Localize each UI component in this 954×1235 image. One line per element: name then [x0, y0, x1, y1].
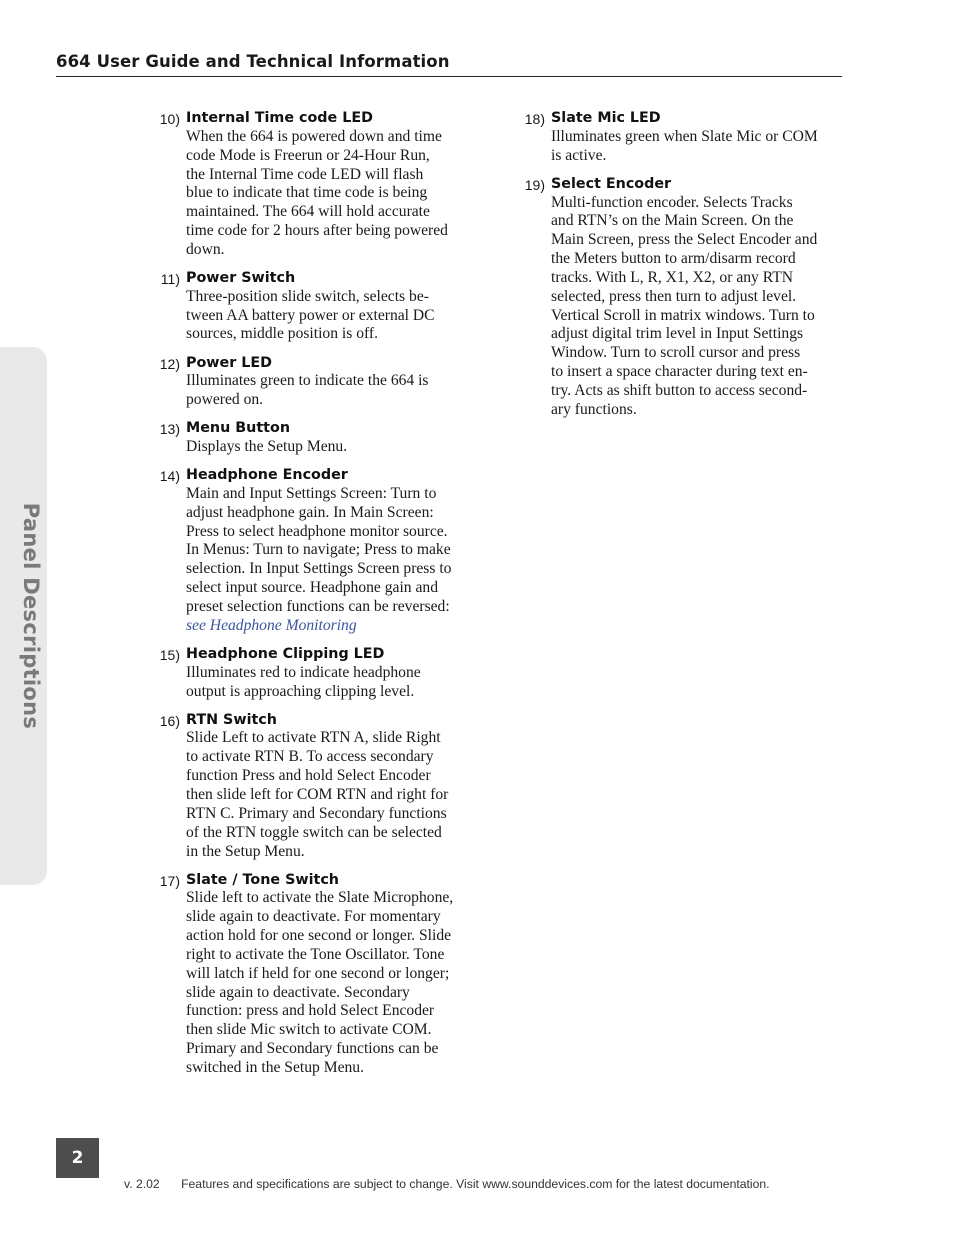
item-description-line: Main Screen, press the Select Encoder and — [551, 231, 818, 249]
item-title: Menu Button — [186, 420, 291, 437]
list-item — [152, 269, 482, 344]
item-number: 16) — [159, 712, 180, 729]
item-title: Power LED — [186, 354, 272, 371]
item-description-line: blue to indicate that time code is being — [186, 184, 428, 202]
item-description-line: then slide left for COM RTN and right for — [186, 785, 449, 803]
item-title: RTN Switch — [186, 711, 277, 728]
item-description-line: try. Acts as shift button to access second- — [551, 382, 808, 399]
item-title: Select Encoder — [551, 175, 672, 192]
item-description-line: right to activate the Tone Oscillator. Tone — [186, 945, 445, 963]
item-description-line: function Press and hold Select Encoder — [186, 767, 431, 785]
document-header-title: 664 User Guide and Technical Information — [56, 52, 450, 71]
item-description-line: adjust digital trim level in Input Settings — [551, 325, 804, 343]
item-number: 19) — [524, 176, 545, 193]
item-description-line: tracks. With L, R, X1, X2, or any RTN — [551, 268, 793, 286]
list-item — [152, 109, 482, 260]
item-description-line: Displays the Setup Menu. — [186, 438, 348, 456]
footer-version: v. 2.02 — [124, 1177, 160, 1191]
item-number: 11) — [160, 270, 180, 287]
item-title: Headphone Encoder — [186, 467, 348, 484]
item-description-line: will latch if held for one second or longer; — [186, 964, 450, 982]
list-item — [152, 645, 482, 702]
item-description-line: Main and Input Settings Screen: Turn to — [186, 484, 437, 502]
item-number: 14) — [159, 468, 180, 485]
list-item — [152, 466, 482, 636]
right-column — [517, 109, 849, 429]
item-description-line: the Meters button to arm/disarm record — [551, 250, 796, 268]
item-description-line: When the 664 is powered down and time — [186, 127, 442, 145]
list-item — [152, 354, 482, 411]
item-description-line: output is approaching clipping level. — [186, 682, 415, 700]
item-description-line: slide again to deactivate. Secondary — [186, 983, 410, 1001]
item-description-line: Multi-function encoder. Selects Tracks — [551, 193, 793, 211]
item-number: 13) — [159, 421, 180, 438]
item-number: 18) — [524, 111, 545, 127]
list-item — [152, 871, 482, 1078]
item-description-line: to insert a space character during text en- — [551, 363, 808, 381]
item-description-line: Illuminates green when Slate Mic or COM — [551, 127, 818, 145]
item-description-line: ary functions. — [551, 400, 637, 418]
item-description-line: time code for 2 hours after being powered — [186, 222, 448, 240]
item-description-line: RTN C. Primary and Secondary functions — [186, 804, 447, 822]
item-description-line: the Internal Time code LED will flash — [186, 165, 424, 183]
footer-notice: Features and specifications are subject to change. Visit www.sounddevices.com for the latest documentation. — [181, 1177, 770, 1191]
item-title: Headphone Clipping LED — [186, 645, 385, 662]
item-description-line: adjust headphone gain. In Main Screen: — [186, 503, 434, 521]
item-title: Power Switch — [186, 269, 296, 286]
item-description-line: Vertical Scroll in matrix windows. Turn to — [551, 306, 815, 324]
item-description-line: Illuminates red to indicate headphone — [186, 663, 421, 681]
item-description-line: sources, middle position is off. — [186, 325, 379, 343]
item-description-line: preset selection functions can be reversed: — [186, 598, 450, 615]
item-description-line: Slide Left to activate RTN A, slide Right — [186, 729, 441, 747]
item-description-line: Slide left to activate the Slate Microphone, — [186, 889, 454, 907]
item-description-line: Illuminates green to indicate the 664 is — [186, 372, 429, 390]
item-description-line: Three-position slide switch, selects be- — [186, 287, 429, 305]
item-description-line: to activate RTN B. To access secondary — [186, 748, 434, 766]
item-description-line: maintained. The 664 will hold accurate — [186, 203, 430, 221]
item-description-line: code Mode is Freerun or 24-Hour Run, — [186, 146, 430, 164]
list-item — [517, 175, 849, 420]
header-divider — [56, 76, 842, 77]
item-description-line: Primary and Secondary functions can be — [186, 1040, 439, 1058]
item-description-line: Window. Turn to scroll cursor and press — [551, 344, 801, 362]
item-description-line: select input source. Headphone gain and — [186, 579, 439, 597]
list-item — [152, 419, 482, 457]
item-description-line: action hold for one second or longer. Slide — [186, 927, 452, 945]
item-number: 15) — [159, 646, 180, 663]
item-description-line: and RTN’s on the Main Screen. On the — [551, 212, 794, 230]
footer — [124, 1177, 770, 1191]
item-title: Slate Mic LED — [551, 110, 661, 126]
item-description-line: of the RTN toggle switch can be selected — [186, 823, 442, 841]
section-side-tab-label: Panel Descriptions — [19, 502, 43, 730]
page-number: 2 — [56, 1138, 99, 1178]
item-description-line: selected, press then turn to adjust level. — [551, 287, 797, 305]
list-item — [517, 109, 849, 166]
item-number: 12) — [159, 355, 180, 372]
item-description-line: slide again to deactivate. For momentary — [186, 908, 441, 926]
cross-reference-link[interactable]: see Headphone Monitoring — [186, 616, 357, 634]
item-number: 17) — [159, 872, 180, 889]
item-description-line: is active. — [551, 146, 607, 164]
item-description-line: then slide Mic switch to activate COM. — [186, 1021, 432, 1039]
item-description-line: Press to select headphone monitor source. — [186, 522, 448, 540]
item-description-line: down. — [186, 240, 225, 258]
item-number: 10) — [159, 111, 180, 127]
item-description-line: selection. In Input Settings Screen press to — [186, 560, 452, 578]
list-item — [152, 711, 482, 862]
item-description-line: function: press and hold Select Encoder — [186, 1002, 435, 1020]
item-description-line: tween AA battery power or external DC — [186, 306, 435, 324]
item-description-line: In Menus: Turn to navigate; Press to make — [186, 541, 451, 559]
item-description-line: in the Setup Menu. — [186, 842, 305, 860]
item-description-line: switched in the Setup Menu. — [186, 1058, 365, 1076]
left-column — [152, 109, 482, 1087]
item-title: Slate / Tone Switch — [186, 871, 339, 888]
item-title: Internal Time code LED — [186, 110, 373, 126]
item-description-line: powered on. — [186, 391, 264, 409]
